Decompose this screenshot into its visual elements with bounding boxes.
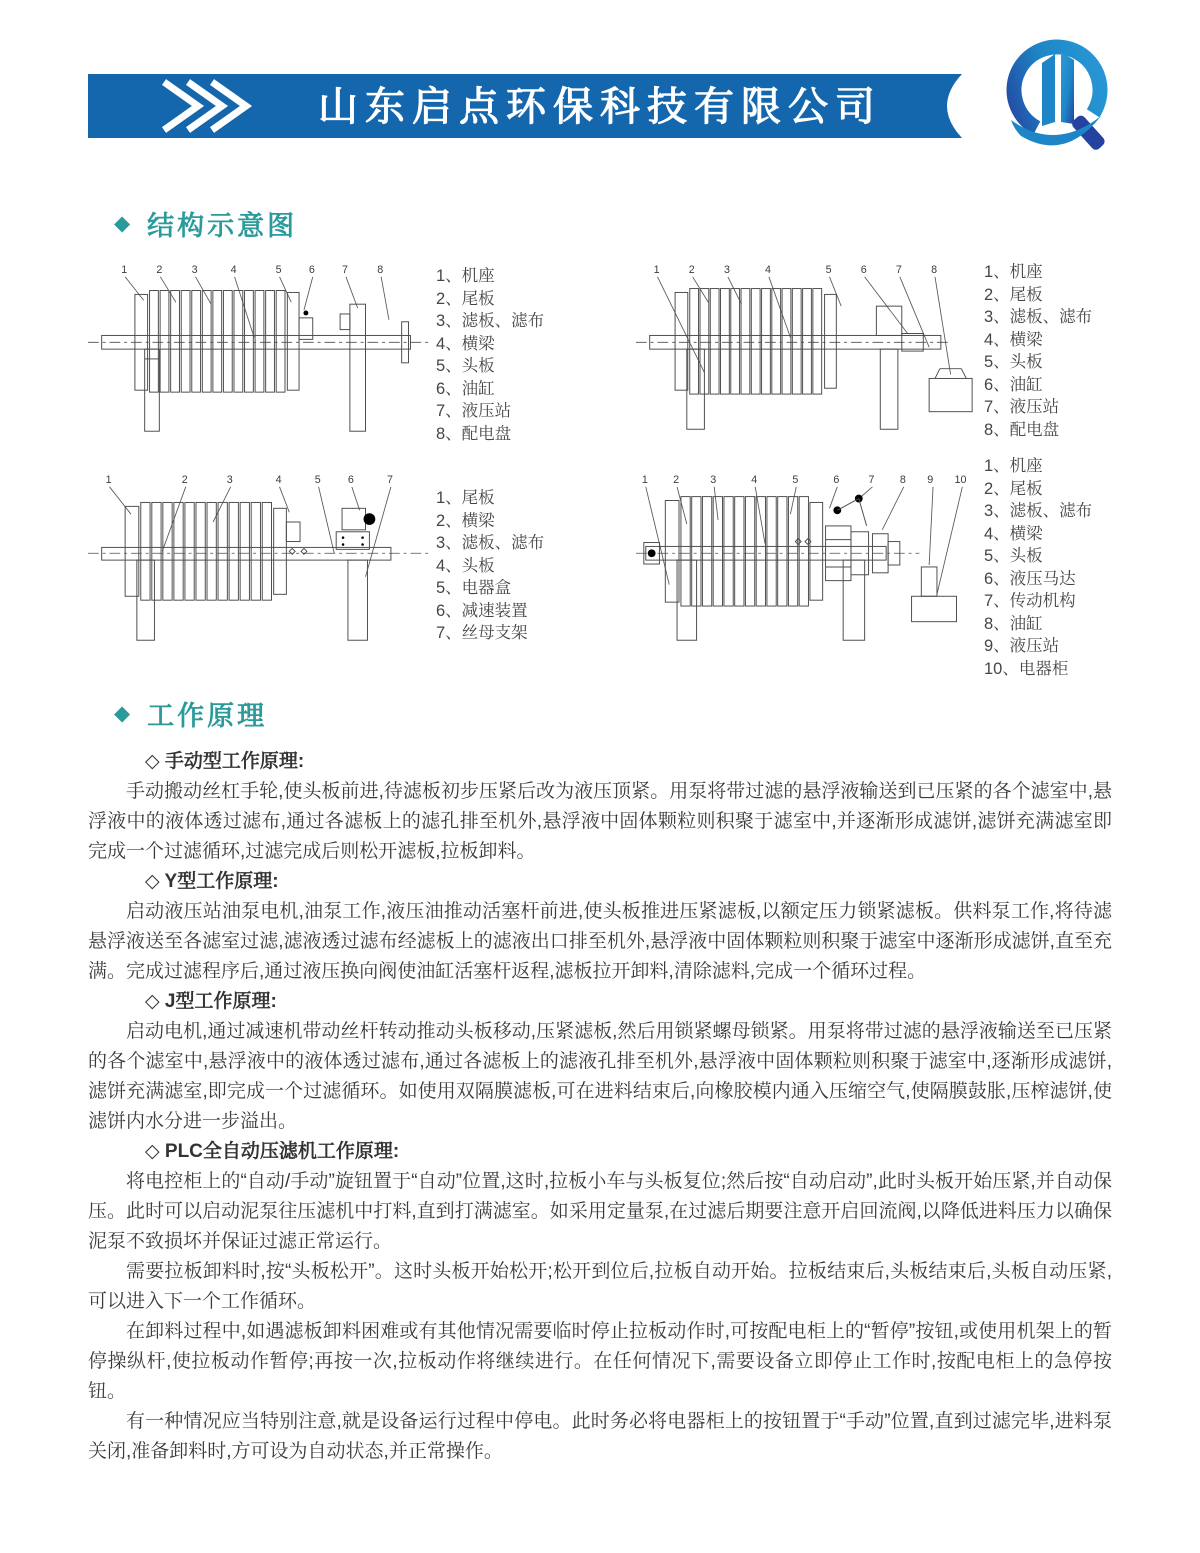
- svg-text:1: 1: [653, 263, 660, 276]
- filter-press-diagram-3: [88, 467, 430, 663]
- parts-list-item: 6、油缸: [436, 379, 495, 398]
- svg-text:5: 5: [275, 263, 282, 276]
- parts-list-item: 9、液压站: [984, 637, 1060, 655]
- parts-list-item: 2、尾板: [436, 289, 495, 308]
- structure-diagram-grid: [88, 257, 1112, 680]
- parts-list-item: 7、液压站: [436, 402, 512, 420]
- parts-list-1: [436, 265, 622, 445]
- diagram-cell-1: [88, 257, 622, 453]
- svg-text:8: 8: [377, 263, 384, 276]
- parts-list-item: 4、头板: [436, 556, 495, 575]
- svg-text:3: 3: [710, 473, 717, 486]
- svg-text:3: 3: [226, 473, 233, 486]
- page-header: [0, 0, 1200, 196]
- structure-section-heading: [114, 204, 1112, 243]
- paragraph-plc-3: 在卸料过程中,如遇滤板卸料困难或有其他情况需要临时停止拉板动作时,可按配电柜上的“暂停”按钮,或使用机架上的暂停操纵杆,使拉板动作暂停;再按一次,拉板动作将继续进行。在任何情况下,需要设备立即停止工作时,按配电柜上的急停按钮。: [88, 1321, 1112, 1402]
- subheading-manual-type: ◇ 手动型工作原理:: [145, 751, 305, 772]
- svg-text:5: 5: [314, 473, 321, 486]
- parts-list-item: 2、尾板: [984, 285, 1043, 304]
- principle-section: [88, 694, 1112, 1467]
- parts-list-item: 8、油缸: [984, 614, 1043, 633]
- company-logo-icon: [995, 30, 1117, 166]
- parts-list-item: 3、滤板、滤布: [436, 312, 545, 330]
- svg-text:7: 7: [387, 473, 393, 486]
- parts-list-item: 5、电器盒: [436, 579, 512, 597]
- svg-text:1: 1: [641, 473, 648, 486]
- svg-text:7: 7: [868, 473, 875, 486]
- parts-list-item: 5、头板: [436, 357, 495, 375]
- svg-text:1: 1: [105, 473, 112, 486]
- svg-text:6: 6: [833, 473, 840, 486]
- svg-text:2: 2: [688, 263, 695, 276]
- parts-list-item: 7、传动机构: [984, 592, 1076, 610]
- parts-list-item: 2、尾板: [984, 479, 1043, 498]
- parts-list-4: [984, 455, 1170, 680]
- subheading-plc-type: ◇ PLC全自动压滤机工作原理:: [145, 1141, 400, 1162]
- parts-list-item: 5、头板: [984, 547, 1043, 565]
- paragraph-plc-2: 需要拉板卸料时,按“头板松开”。这时头板开始松开;松开到位后,拉板自动开始。拉板结束后,头板结束后,头板自动压紧,可以进入下一个工作循环。: [88, 1261, 1112, 1312]
- parts-list-item: 2、横梁: [436, 511, 495, 530]
- company-name: 山东启点环保科技有限公司: [318, 85, 882, 129]
- svg-text:4: 4: [275, 473, 282, 486]
- svg-text:6: 6: [308, 263, 315, 276]
- parts-list-2: [984, 261, 1170, 441]
- svg-text:5: 5: [825, 263, 832, 276]
- paragraph-y-type: 启动液压站油泵电机,油泵工作,液压油推动活塞杆前进,使头板推进压紧滤板,以额定压力锁紧滤板。供料泵工作,将待滤悬浮液送至各滤室过滤,滤液透过滤布经滤板上的滤液出口排至机外,悬浮液中固体颗粒则积聚于滤室中逐渐形成滤饼,直至充满。完成过滤程序后,通过液压换向阀使油缸活塞杆返程,滤板拉开卸料,清除滤料,完成一个循环过程。: [88, 901, 1112, 982]
- parts-list-item: 6、减速装置: [436, 601, 528, 620]
- parts-list-item: 4、横梁: [984, 524, 1043, 543]
- svg-text:5: 5: [792, 473, 799, 486]
- diamond-icon: ◆: [114, 212, 134, 235]
- parts-list-item: 1、机座: [984, 263, 1043, 281]
- svg-text:7: 7: [342, 263, 349, 276]
- parts-list-item: 6、油缸: [984, 375, 1043, 394]
- parts-list-item: 1、尾板: [436, 489, 495, 507]
- svg-text:8: 8: [931, 263, 938, 276]
- diagram-2-callouts: [654, 264, 938, 276]
- diagram-1-callouts: [121, 264, 383, 276]
- filter-press-diagram-1: [88, 257, 430, 453]
- parts-list-item: 3、滤板、滤布: [984, 502, 1093, 520]
- paragraph-manual-type: 手动搬动丝杠手轮,使头板前进,待滤板初步压紧后改为液压顶紧。用泵将带过滤的悬浮液输送到已压紧的各个滤室中,悬浮液中的液体透过滤布,通过各滤板上的滤孔排至机外,悬浮液中固体颗粒则积聚于滤室中,并逐渐形成滤饼,滤饼充满滤室即完成一个过滤循环,过滤完成后则松开滤板,拉板卸料。: [88, 781, 1112, 862]
- svg-text:2: 2: [673, 473, 680, 486]
- svg-text:2: 2: [181, 473, 188, 486]
- company-banner: [88, 72, 973, 140]
- svg-text:3: 3: [723, 263, 730, 276]
- diamond-icon: ◆: [114, 702, 134, 725]
- filter-press-diagram-2: [636, 257, 978, 453]
- diagram-4-callouts: [642, 474, 967, 486]
- structure-section-title: 结构示意图: [147, 211, 298, 241]
- svg-text:4: 4: [764, 263, 771, 276]
- parts-list-item: 10、电器柜: [984, 659, 1069, 678]
- diagram-cell-3: [88, 467, 622, 680]
- paragraph-plc-1: 将电控柜上的“自动/手动”旋钮置于“自动”位置,这时,拉板小车与头板复位;然后按“自动启动”,此时头板开始压紧,并自动保压。此时可以启动泥泵往压滤机中打料,直到打满滤室。如采用定量泵,在过滤后期要注意开启回流阀,以降低进料压力以确保泥泵不致损坏并保证过滤正常运行。: [88, 1171, 1112, 1252]
- parts-list-item: 1、机座: [984, 457, 1043, 475]
- svg-text:4: 4: [230, 263, 237, 276]
- principle-section-heading: [114, 694, 1112, 733]
- subheading-j-type: ◇ J型工作原理:: [145, 991, 277, 1012]
- svg-text:3: 3: [191, 263, 198, 276]
- svg-text:7: 7: [895, 263, 902, 276]
- parts-list-item: 7、丝母支架: [436, 624, 528, 642]
- subheading-y-type: ◇ Y型工作原理:: [145, 871, 279, 892]
- parts-list-item: 3、滤板、滤布: [436, 534, 545, 552]
- svg-text:2: 2: [156, 263, 163, 276]
- diagram-3-callouts: [106, 474, 393, 486]
- parts-list-item: 8、配电盘: [436, 424, 512, 443]
- parts-list-item: 8、配电盘: [984, 420, 1060, 439]
- svg-text:1: 1: [121, 263, 128, 276]
- diagram-cell-2: [636, 257, 1170, 453]
- parts-list-item: 4、横梁: [984, 330, 1043, 349]
- principle-section-title: 工作原理: [147, 701, 268, 731]
- svg-text:6: 6: [860, 263, 867, 276]
- diagram-cell-4: [636, 457, 1170, 680]
- svg-text:6: 6: [347, 473, 354, 486]
- parts-list-item: 1、机座: [436, 267, 495, 285]
- svg-text:4: 4: [751, 473, 758, 486]
- paragraph-plc-4: 有一种情况应当特别注意,就是设备运行过程中停电。此时务必将电器柜上的按钮置于“手动”位置,直到过滤完毕,进料泵关闭,准备卸料时,方可设为自动状态,并正常操作。: [88, 1411, 1112, 1462]
- parts-list-item: 4、横梁: [436, 334, 495, 353]
- parts-list-3: [436, 487, 622, 645]
- filter-press-diagram-4: [636, 467, 978, 663]
- parts-list-item: 3、滤板、滤布: [984, 308, 1093, 326]
- parts-list-item: 5、头板: [984, 353, 1043, 371]
- parts-list-item: 7、液压站: [984, 398, 1060, 416]
- svg-text:8: 8: [899, 473, 906, 486]
- parts-list-item: 6、液压马达: [984, 569, 1076, 588]
- svg-text:9: 9: [927, 473, 934, 486]
- svg-text:10: 10: [954, 473, 967, 486]
- paragraph-j-type: 启动电机,通过减速机带动丝杆转动推动头板移动,压紧滤板,然后用锁紧螺母锁紧。用泵将带过滤的悬浮液输送至已压紧的各个滤室中,悬浮液中的液体透过滤布,通过各滤板上的滤液孔排至机外,悬浮液中固体颗粒则积聚于滤室中,逐渐形成滤饼,滤饼充满滤室,即完成一个过滤循环。如使用双隔膜滤板,可在进料结束后,向橡胶模内通入压缩空气,使隔膜鼓胀,压榨滤饼,使滤饼内水分进一步溢出。: [88, 1021, 1112, 1132]
